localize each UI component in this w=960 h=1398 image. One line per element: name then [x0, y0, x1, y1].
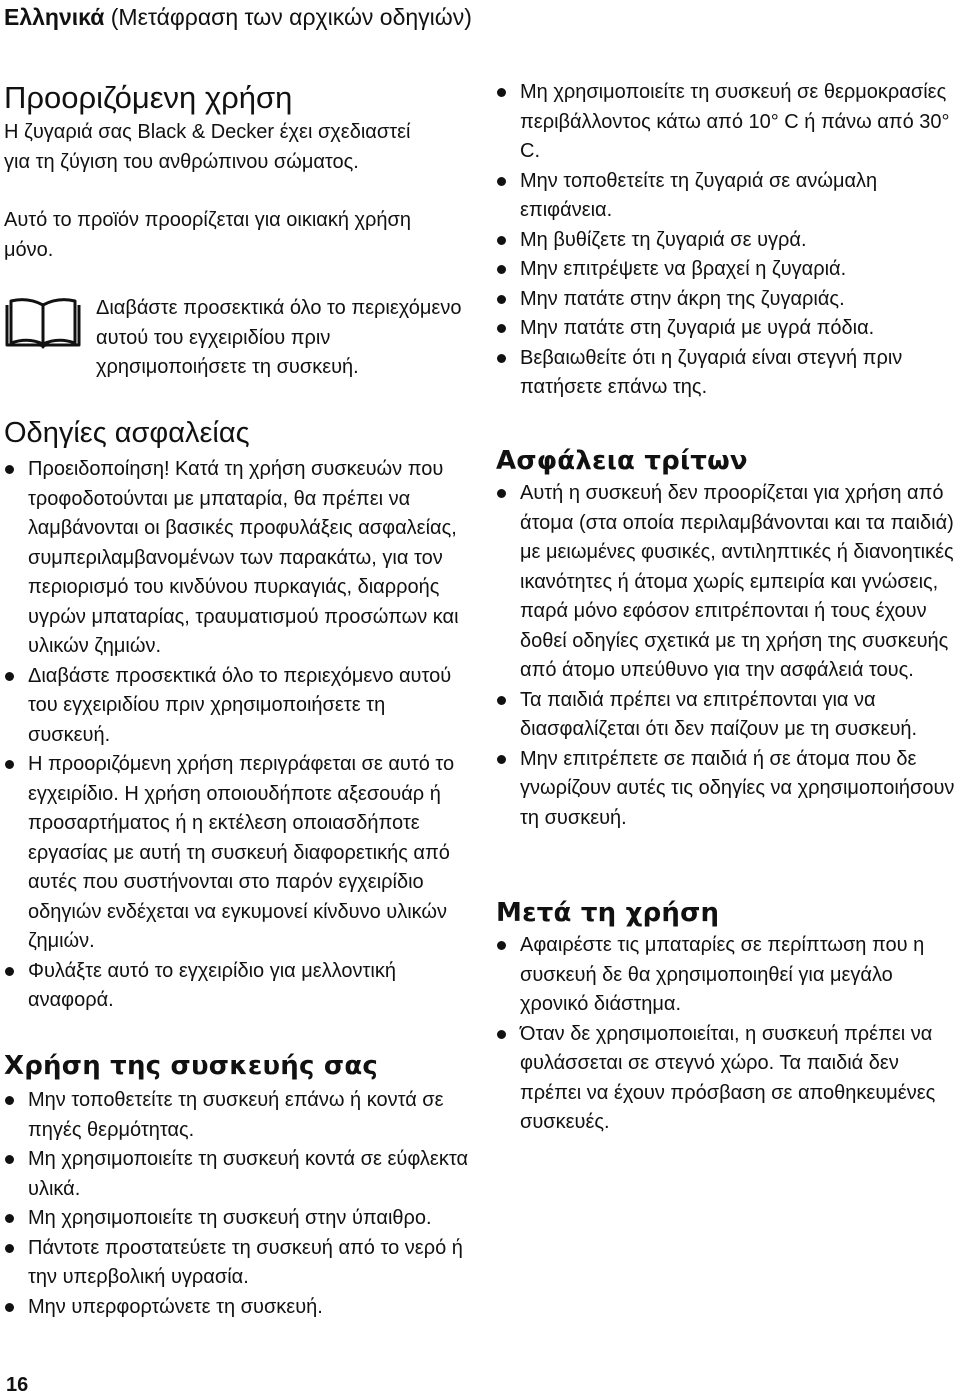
list-item [496, 255, 956, 285]
bullet-icon [497, 489, 506, 498]
using-list-continued [496, 78, 956, 403]
list-item-text: Προειδοποίηση! Κατά τη χρήση συσκευών που τροφοδοτούνται με μπαταρία, θα πρέπει να λαμβάνονται οι βασικές προφυλάξεις ασφαλείας, συμπεριλαμβανομένων των παρακάτω, για τον περιορισμό του κινδύνου πυρκαγιάς, διαρροής υγρών μπαταρίας, τραυματισμού προσώπων και υλικών ζημιών. [28, 458, 459, 657]
list-item [4, 750, 466, 957]
list-item-text: Η προοριζόμενη χρήση περιγράφεται σε αυτό το εγχειρίδιο. Η χρήση οποιουδήποτε αξεσουάρ ή προσαρτήματος ή η εκτέλεση οποιασδήποτε εργασίας με αυτή τη συσκευή διαφορετικής από αυτές που συστήνονται στο παρόν εγχειρίδιο οδηγιών ενδέχεται να εγκυμονεί κίνδυνο υλικών ζημιών. [28, 753, 455, 952]
after-use-list [496, 931, 936, 1138]
third-party-heading: Ασφάλεια τρίτων [496, 446, 748, 476]
read-manual-text: Διαβάστε προσεκτικά όλο το περιεχόμενο αυτού του εγχειριδίου πριν χρησιμοποιήσετε τη συσκευή. [96, 297, 462, 378]
language-label: Ελληνικά [4, 4, 105, 30]
list-item [4, 1293, 472, 1323]
page-number: 16 [6, 1374, 29, 1396]
list-item-text: Μην επιτρέψετε να βραχεί η ζυγαριά. [520, 258, 847, 280]
list-item [4, 957, 466, 1016]
list-item-text: Μην πατάτε στην άκρη της ζυγαριάς. [520, 287, 845, 310]
list-item-text: Μη βυθίζετε τη ζυγαριά σε υγρά. [520, 228, 807, 251]
list-item [4, 1145, 472, 1204]
bullet-icon [497, 324, 506, 333]
list-item-text: Μη χρησιμοποιείτε τη συσκευή κοντά σε εύφλεκτα υλικά. [28, 1148, 469, 1200]
safety-list [4, 455, 466, 1016]
intended-use-paragraph-1: Η ζυγαριά σας Black & Decker έχει σχεδιαστεί για τη ζύγιση του ανθρώπινου σώματος. [4, 121, 411, 173]
list-item-text: Μην υπερφορτώνετε τη συσκευή. [28, 1295, 323, 1318]
list-item [496, 686, 958, 745]
bullet-icon [497, 295, 506, 304]
list-item-text: Μην πατάτε στη ζυγαριά με υγρά πόδια. [520, 317, 875, 339]
list-item-text: Πάντοτε προστατεύετε τη συσκευή από το νερό ή την υπερβολική υγρασία. [28, 1236, 463, 1288]
list-item [496, 314, 956, 344]
list-item [496, 226, 956, 256]
bullet-icon [497, 177, 506, 186]
bullet-icon [5, 1155, 14, 1164]
list-item-text: Μην επιτρέπετε σε παιδιά ή σε άτομα που δε γνωρίζουν αυτές τις οδηγίες να χρησιμοποιήσουν τη συσκευή. [520, 747, 955, 829]
bullet-icon [497, 236, 506, 245]
list-item [496, 745, 958, 834]
bullet-icon [5, 1214, 14, 1223]
list-item [496, 479, 958, 686]
read-manual-notice [4, 294, 474, 384]
list-item [496, 167, 956, 226]
list-item [4, 1086, 472, 1145]
list-item-text: Μη χρησιμοποιείτε τη συσκευή σε θερμοκρασίες περιβάλλοντος κάτω από 10° C ή πάνω από 30° C. [520, 81, 950, 162]
intended-use-heading: Προοριζόμενη χρήση [4, 80, 293, 115]
list-item-text: Διαβάστε προσεκτικά όλο το περιεχόμενο αυτού του εγχειριδίου πριν χρησιμοποιήσετε τη συσκευή. [28, 664, 452, 746]
list-item-text: Αυτή η συσκευή δεν προορίζεται για χρήση από άτομα (στα οποία περιλαμβάνονται και τα παιδιά) με μειωμένες φυσικές, αντιληπτικές ή διανοητικές ικανότητες ή άτομα χωρίς εμπειρία και γνώσεις, παρά μόνο εφόσον επιτρέπονται ή τους έχουν δοθεί οδηγίες σχετικά με τη χρήση της συσκευής από άτομο υπεύθυνο για την ασφάλειά τους. [520, 482, 954, 681]
list-item-text: Βεβαιωθείτε ότι η ζυγαριά είναι στεγνή πριν πατήσετε επάνω της. [520, 346, 903, 398]
translation-note: (Μετάφραση των αρχικών οδηγιών) [110, 4, 472, 30]
list-item-text: Όταν δε χρησιμοποιείται, η συσκευή πρέπει να φυλάσσεται σε στεγνό χώρο. Τα παιδιά δεν πρέπει να έχουν πρόσβαση σε αποθηκευμένες συσκευές. [520, 1022, 936, 1133]
bullet-icon [5, 967, 14, 976]
list-item [4, 662, 466, 751]
list-item [496, 344, 956, 403]
bullet-icon [497, 941, 506, 950]
list-item [4, 455, 466, 662]
list-item [4, 1204, 472, 1234]
list-item-text: Φυλάξτε αυτό το εγχειρίδιο για μελλοντική αναφορά. [28, 959, 396, 1011]
bullet-icon [497, 265, 506, 274]
list-item [496, 78, 956, 167]
list-item-text: Αφαιρέστε τις μπαταρίες σε περίπτωση που η συσκευή δε θα χρησιμοποιηθεί για μεγάλο χρονικό διάστημα. [520, 934, 925, 1015]
safety-heading: Οδηγίες ασφαλείας [4, 417, 250, 449]
page-header [4, 2, 472, 32]
bullet-icon [5, 465, 14, 474]
bullet-icon [5, 1244, 14, 1253]
bullet-icon [497, 88, 506, 97]
list-item [4, 1234, 472, 1293]
list-item-text: Μη χρησιμοποιείτε τη συσκευή στην ύπαιθρο. [28, 1207, 432, 1229]
bullet-icon [497, 1030, 506, 1039]
third-party-list [496, 479, 958, 833]
bullet-icon [5, 672, 14, 681]
list-item [496, 931, 936, 1020]
bullet-icon [497, 696, 506, 705]
list-item-text: Τα παιδιά πρέπει να επιτρέπονται για να διασφαλίζεται ότι δεν παίζουν με τη συσκευή. [520, 688, 918, 740]
list-item-text: Μην τοποθετείτε τη συσκευή επάνω ή κοντά σε πηγές θερμότητας. [28, 1089, 444, 1141]
bullet-icon [5, 1096, 14, 1105]
using-list [4, 1086, 472, 1322]
bullet-icon [497, 755, 506, 764]
bullet-icon [5, 1303, 14, 1312]
bullet-icon [5, 760, 14, 769]
list-item-text: Μην τοποθετείτε τη ζυγαριά σε ανώμαλη επιφάνεια. [520, 169, 878, 221]
list-item [496, 1020, 936, 1138]
list-item [496, 285, 956, 315]
after-use-heading: Μετά τη χρήση [496, 898, 720, 928]
bullet-icon [497, 354, 506, 363]
using-heading: Χρήση της συσκευής σας [4, 1051, 378, 1081]
open-book-icon [4, 297, 82, 349]
intended-use-paragraph-2: Αυτό το προϊόν προορίζεται για οικιακή χρήση μόνο. [4, 209, 412, 261]
